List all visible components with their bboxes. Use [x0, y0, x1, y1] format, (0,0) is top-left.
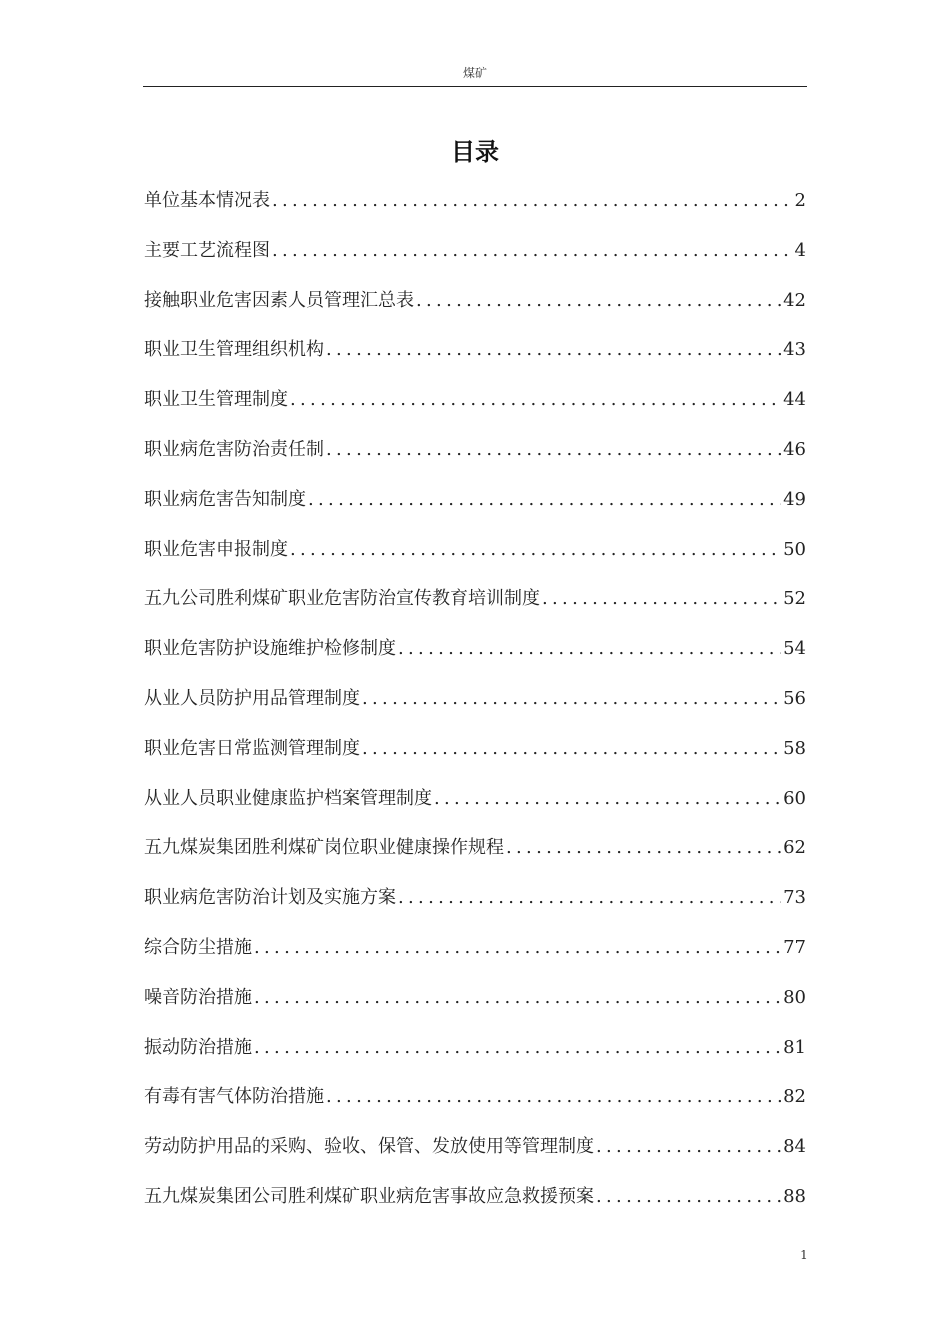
toc-dot-leader — [326, 432, 781, 468]
header-text: 煤矿 — [462, 66, 487, 80]
toc-entry[interactable] — [144, 1079, 806, 1129]
toc-entry[interactable] — [144, 183, 806, 233]
toc-dot-leader — [254, 930, 781, 966]
toc-entry[interactable] — [144, 332, 806, 382]
toc-entry[interactable] — [144, 283, 806, 333]
toc-entry-title: 主要工艺流程图 — [144, 239, 270, 261]
toc-dot-leader — [506, 830, 781, 866]
toc-entry-title: 职业危害防护设施维护检修制度 — [144, 638, 396, 660]
toc-entry-title: 综合防尘措施 — [144, 936, 252, 958]
toc-dot-leader — [326, 1079, 781, 1115]
toc-list — [144, 183, 806, 1229]
toc-entry[interactable] — [144, 382, 806, 432]
toc-entry-page: 56 — [783, 687, 806, 709]
toc-dot-leader — [434, 781, 781, 817]
toc-entry-page: 84 — [783, 1136, 806, 1158]
toc-entry-title: 五九煤炭集团胜利煤矿岗位职业健康操作规程 — [144, 837, 504, 859]
toc-entry-page: 50 — [783, 538, 806, 560]
toc-entry-title: 职业卫生管理组织机构 — [144, 339, 324, 361]
toc-dot-leader — [272, 233, 793, 269]
toc-entry-page: 43 — [783, 339, 806, 361]
toc-dot-leader — [254, 1030, 781, 1066]
toc-entry-page: 62 — [783, 837, 806, 859]
toc-entry[interactable] — [144, 781, 806, 831]
toc-entry[interactable] — [144, 1179, 806, 1229]
toc-entry[interactable] — [144, 631, 806, 681]
toc-entry-title: 从业人员职业健康监护档案管理制度 — [144, 787, 432, 809]
toc-entry-title: 职业危害日常监测管理制度 — [144, 737, 360, 759]
toc-entry[interactable] — [144, 681, 806, 731]
toc-entry-title: 有毒有害气体防治措施 — [144, 1086, 324, 1108]
toc-entry-title: 五九煤炭集团公司胜利煤矿职业病危害事故应急救援预案 — [144, 1185, 594, 1207]
page-number: 1 — [800, 1248, 808, 1262]
toc-dot-leader — [416, 283, 781, 319]
toc-entry[interactable] — [144, 482, 806, 532]
toc-dot-leader — [254, 980, 781, 1016]
toc-entry-page: 60 — [783, 787, 806, 809]
toc-entry[interactable] — [144, 880, 806, 930]
toc-entry-title: 振动防治措施 — [144, 1036, 252, 1058]
toc-entry-page: 88 — [783, 1185, 806, 1207]
toc-dot-leader — [362, 731, 781, 767]
toc-dot-leader — [398, 631, 781, 667]
toc-entry-page: 42 — [783, 289, 806, 311]
toc-entry[interactable] — [144, 830, 806, 880]
toc-entry-page: 58 — [783, 737, 806, 759]
toc-entry-page: 80 — [783, 986, 806, 1008]
toc-entry[interactable] — [144, 233, 806, 283]
toc-entry-title: 噪音防治措施 — [144, 986, 252, 1008]
toc-entry-title: 从业人员防护用品管理制度 — [144, 687, 360, 709]
toc-entry[interactable] — [144, 532, 806, 582]
toc-entry-title: 职业危害申报制度 — [144, 538, 288, 560]
toc-dot-leader — [290, 532, 781, 568]
page-header — [143, 62, 807, 87]
toc-entry-page: 4 — [794, 239, 806, 261]
toc-entry-page: 52 — [783, 588, 806, 610]
toc-entry-page: 77 — [783, 936, 806, 958]
toc-dot-leader — [326, 332, 781, 368]
toc-entry-page: 81 — [783, 1036, 806, 1058]
toc-entry-title: 五九公司胜利煤矿职业危害防治宣传教育培训制度 — [144, 588, 540, 610]
toc-dot-leader — [596, 1179, 781, 1215]
toc-entry-page: 49 — [783, 488, 806, 510]
toc-entry-title: 职业病危害防治计划及实施方案 — [144, 887, 396, 909]
toc-entry-page: 46 — [783, 438, 806, 460]
toc-entry-page: 2 — [794, 190, 806, 211]
toc-entry-page: 54 — [783, 638, 806, 660]
toc-entry-page: 82 — [783, 1086, 806, 1108]
toc-entry-title: 职业卫生管理制度 — [144, 389, 288, 411]
toc-entry[interactable] — [144, 432, 806, 482]
toc-dot-leader — [308, 482, 781, 518]
toc-dot-leader — [362, 681, 781, 717]
toc-entry[interactable] — [144, 1030, 806, 1080]
toc-entry-title: 单位基本情况表 — [144, 190, 270, 211]
toc-entry-title: 职业病危害防治责任制 — [144, 438, 324, 460]
toc-entry[interactable] — [144, 581, 806, 631]
toc-dot-leader — [596, 1129, 781, 1165]
toc-entry-page: 73 — [783, 887, 806, 909]
toc-dot-leader — [272, 183, 793, 219]
toc-entry[interactable] — [144, 930, 806, 980]
toc-dot-leader — [542, 581, 781, 617]
toc-entry-title: 劳动防护用品的采购、验收、保管、发放使用等管理制度 — [144, 1136, 594, 1158]
toc-entry[interactable] — [144, 1129, 806, 1179]
toc-entry-title: 职业病危害告知制度 — [144, 488, 306, 510]
toc-entry-title: 接触职业危害因素人员管理汇总表 — [144, 289, 414, 311]
toc-dot-leader — [290, 382, 781, 418]
toc-dot-leader — [398, 880, 781, 916]
toc-entry[interactable] — [144, 980, 806, 1030]
toc-entry-page: 44 — [783, 389, 806, 411]
toc-title: 目录 — [451, 137, 499, 166]
toc-entry[interactable] — [144, 731, 806, 781]
